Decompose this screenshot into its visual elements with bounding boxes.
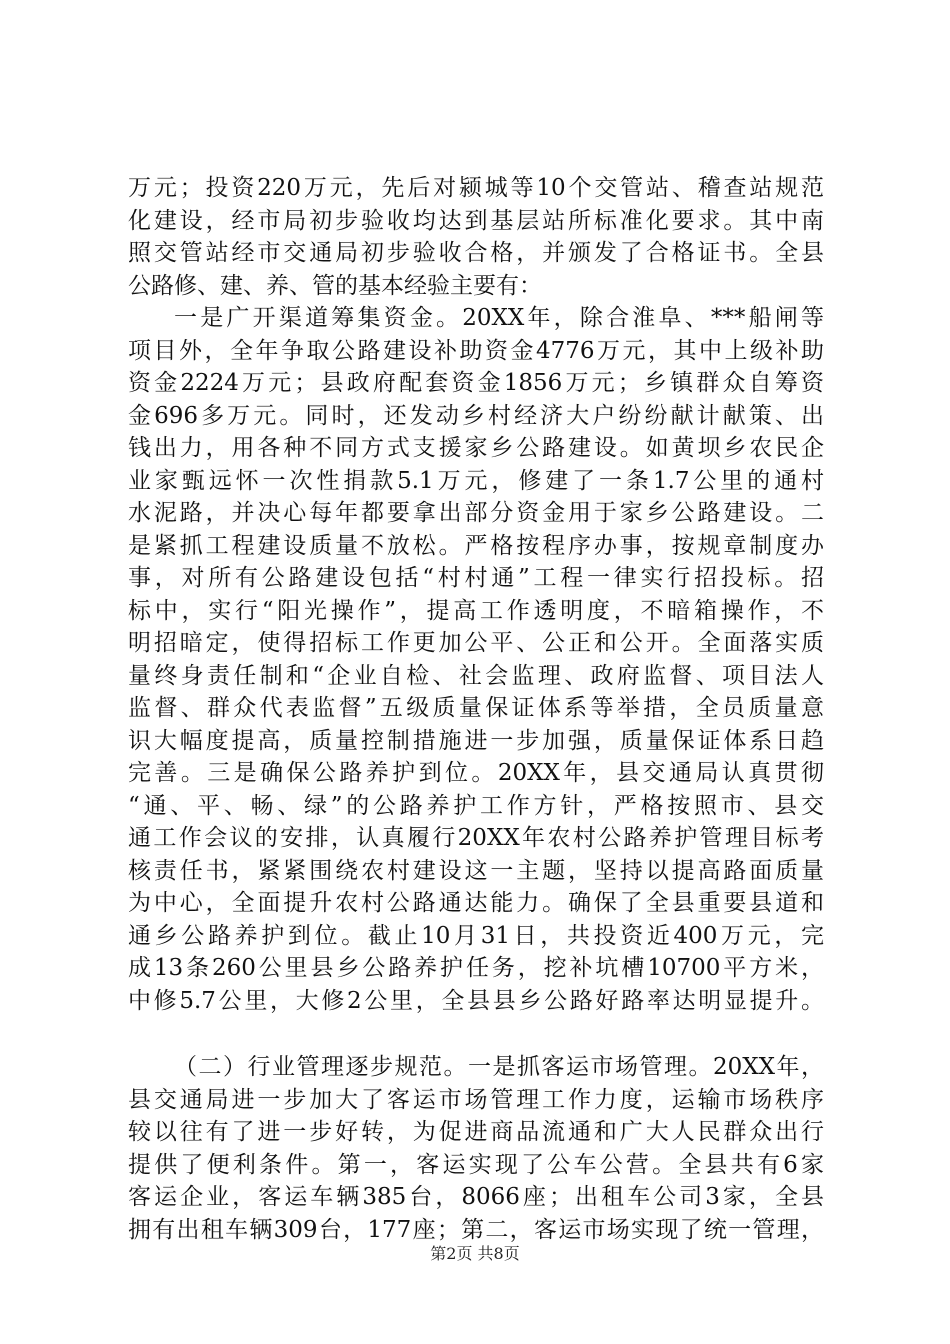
text-line: （二）行业管理逐步规范。一是抓客运市场管理。20XX年， xyxy=(174,1054,824,1080)
text-line: 一是广开渠道筹集资金。20XX年，除合淮阜、***船闸等 xyxy=(174,305,824,331)
text-line: 明招暗定，使得招标工作更加公平、公正和公开。全面落实质 xyxy=(128,630,824,656)
text-line: 标中，实行“阳光操作”，提高工作透明度，不暗箱操作，不 xyxy=(128,597,824,624)
text-line: 客运企业，客运车辆385台，8066座；出租车公司3家，全县 xyxy=(128,1184,824,1210)
text-line: 县交通局进一步加大了客运市场管理工作力度，运输市场秩序 xyxy=(128,1086,824,1113)
paragraph-3 xyxy=(128,1051,824,1246)
text-line: 业家甄远怀一次性捐款5.1万元，修建了一条1.7公里的通村 xyxy=(128,467,824,494)
text-line: 核责任书，紧紧围绕农村建设这一主题，坚持以提高路面质量 xyxy=(128,857,824,884)
text-line: 公路修、建、养、管的基本经验主要有： xyxy=(128,272,542,299)
text-line: 是紧抓工程建设质量不放松。严格按程序办事，按规章制度办 xyxy=(128,532,824,559)
text-line: “通、平、畅、绿”的公路养护工作方针，严格按照市、县交 xyxy=(128,792,824,819)
text-line: 事，对所有公路建设包括“村村通”工程一律实行招投标。招 xyxy=(128,565,824,591)
text-line: 钱出力，用各种不同方式支援家乡公路建设。如黄坝乡农民企 xyxy=(128,435,824,461)
text-line: 化建设，经市局初步验收均达到基层站所标准化要求。其中南 xyxy=(128,207,824,234)
page-number: 第2页 共8页 xyxy=(430,1244,520,1263)
paragraph-spacer xyxy=(128,1017,824,1051)
page-footer xyxy=(0,1244,950,1264)
text-line: 拥有出租车辆309台，177座；第二，客运市场实现了统一管理， xyxy=(128,1216,824,1243)
text-line: 较以往有了进一步好转，为促进商品流通和广大人民群众出行 xyxy=(128,1119,824,1145)
text-line: 通乡公路养护到位。截止10月31日，共投资近400万元，完 xyxy=(128,922,824,949)
text-line: 资金2224万元；县政府配套资金1856万元；乡镇群众自筹资 xyxy=(128,370,824,396)
text-line: 成13条260公里县乡公路养护任务，挖补坑槽10700平方米， xyxy=(128,955,824,981)
text-line: 项目外，全年争取公路建设补助资金4776万元，其中上级补助 xyxy=(128,337,824,364)
text-line: 通工作会议的安排，认真履行20XX年农村公路养护管理目标考 xyxy=(128,825,824,851)
text-line: 完善。三是确保公路养护到位。20XX年，县交通局认真贯彻 xyxy=(128,760,824,786)
text-line: 万元；投资220万元，先后对颍城等10个交管站、稽查站规范 xyxy=(128,175,824,201)
text-line: 照交管站经市交通局初步验收合格，并颁发了合格证书。全县 xyxy=(128,240,824,266)
text-line: 水泥路，并决心每年都要拿出部分资金用于家乡公路建设。二 xyxy=(128,500,824,526)
text-line: 中修5.7公里，大修2公里，全县县乡公路好路率达明显提升。 xyxy=(128,987,824,1014)
paragraph-2 xyxy=(128,302,824,1017)
text-line: 提供了便利条件。第一，客运实现了公车公营。全县共有6家 xyxy=(128,1151,824,1178)
text-line: 金696多万元。同时，还发动乡村经济大户纷纷献计献策、出 xyxy=(128,402,824,429)
text-line: 监督、群众代表监督”五级质量保证体系等举措，全员质量意 xyxy=(128,695,824,721)
document-body xyxy=(128,172,824,1246)
text-line: 量终身责任制和“企业自检、社会监理、政府监督、项目法人 xyxy=(128,662,824,689)
text-line: 为中心，全面提升农村公路通达能力。确保了全县重要县道和 xyxy=(128,890,824,916)
paragraph-1 xyxy=(128,172,824,302)
text-line: 识大幅度提高，质量控制措施进一步加强，质量保证体系日趋 xyxy=(128,727,824,754)
